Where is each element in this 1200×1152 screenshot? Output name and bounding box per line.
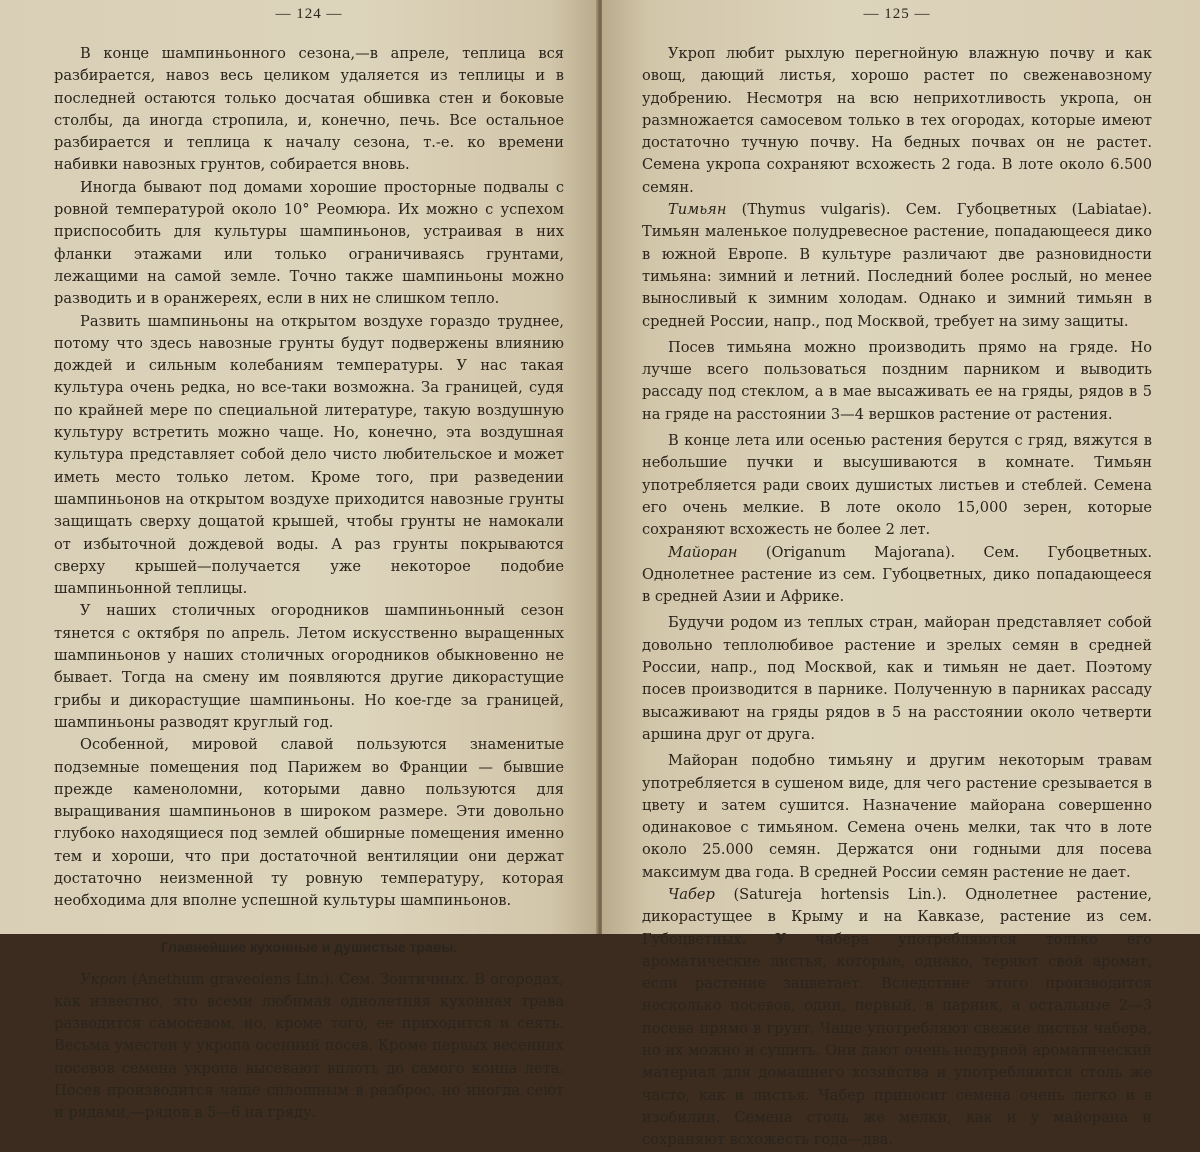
paragraph: Особенной, мировой славой пользуются знаменитые подземные помещения под Парижем во Франции — бывшие прежде каменоломни, которыми давно пользуются для выращивания шампиньонов в широком размере. Эти довольно глубоко находящиеся под землей обширные помещения именно тем и хороши, что при достаточной вентиляции они держат достаточно неизменной ту ровную температуру, которая необходима для вполне успешной культуры шампиньонов. [54, 736, 564, 910]
term-chaber: Чабер [668, 885, 715, 903]
paragraph: У наших столичных огородников шампиньонный сезон тянется с октября по апрель. Летом искусственно выращенных шампиньонов у наших столичных огородников обыкновенно не бывает. Тогда на смену им появляются другие дикорастущие грибы и дикорастущие шампиньоны. Но кое-где за границей, шампиньоны разводят круглый год. [54, 602, 564, 731]
paragraph-text: (Satureja hortensis Lin.). Однолетнее растение, дикорастущее в Крыму и на Кавказе, растение из сем. Губоцветных. У чабера употребляются только его ароматические листья, которые, однако, теряют свой аромат, если растение зацветает. Вследствие этого производится несколько посевов, один, первый, в парник, а остальные 2—3 посева прямо в грунт. Чаще употребляют свежие листья чабера, но их можно и сушить. Они дают очень недурной ароматический материал для домашнего хозяйства и употребляются столь же часто, как и листья. Чабер приносит семена очень легко и в изобилии. Семена столь же мелки, как и у майорана и сохраняют всхожесть года—два. [642, 885, 1152, 1149]
right-page [602, 0, 1200, 1149]
paragraph: Укроп любит рыхлую перегнойную влажную почву и как овощ, дающий листья, хорошо растет по свеженавозному удобрению. Несмотря на всю неприхотливость укропа, он размножается самосевом только в тех огородах, которые имеют достаточно тучную почву. На бедных почвах он не растет. Семена укропа сохраняют всхожесть 2 года. В лоте около 6.500 семян. [642, 45, 1152, 196]
paragraph-text: (Origanum Majorana). Сем. Губоцветных. Однолетнее растение из сем. Губоцветных, дико попадающееся в средней Азии и Африке. [642, 543, 1152, 606]
paragraph: Иногда бывают под домами хорошие просторные подвалы с ровной температурой около 10° Реомюра. Их можно с успехом приспособить для культуры шампиньонов, устраивая в них фланки этажами или только ограничиваясь грунтами, лежащими на самой земле. Точно также шампиньоны можно разводить и в оранжереях, если в них не слишком тепло. [54, 178, 564, 308]
term-timyan: Тимьян [668, 201, 727, 219]
paragraph: Будучи родом из теплых стран, майоран представляет собой довольно теплолюбивое растение и зрелых семян в средней России, напр., под Москвой, как и тимьян не дает. Поэтому посев производится в парнике. Полученную в парниках рассаду высаживают на гряды рядов в 5 на расстоянии около четверти аршина друг от друга. [642, 614, 1152, 743]
paragraph: Развить шампиньоны на открытом воздухе гораздо труднее, потому что здесь навозные грунты будут подвержены влиянию дождей и сильным колебаниям температуры. У нас такая культура очень редка, но все-таки возможна. За границей, судя по крайней мере по специальной литературе, такую воздушную культуру встретить можно чаще. Но, конечно, эта воздушная культура представляет собой дело чисто любительское и может иметь место только летом. Кроме того, при разведении шампиньонов на открытом воздухе приходится навозные грунты защищать сверху дощатой крышей, чтобы грунты не намокали от избыточной дождевой воды. А раз грунты покрываются сверху крышей—получается уже некоторое подобие шампиньонной теплицы. [54, 312, 564, 598]
paragraph: В конце лета или осенью растения берутся с гряд, вяжутся в небольшие пучки и высушиваются в комнате. Тимьян употребляется ради своих душистых листьев и стеблей. Семена его очень мелкие. В лоте около 15,000 зерен, которые сохраняют всхожесть не более 2 лет. [642, 432, 1152, 539]
page-number-left: — 124 — [275, 6, 343, 22]
paragraph-ukrop [54, 969, 564, 1125]
paragraph: Посев тимьяна можно производить прямо на гряде. Но лучше всего пользоваться поздним парником и выводить рассаду под стеклом, а в мае высаживать ее на гряды, рядов в 5 на гряде на расстоянии 3—4 вершков растение от растения. [642, 338, 1152, 423]
paragraph-mayoran [642, 542, 1152, 609]
term-ukrop: Укроп [80, 970, 127, 988]
paragraph-timyan [642, 199, 1152, 333]
paragraph-chaber [642, 884, 1152, 1152]
paragraph: В конце шампиньонного сезона,—в апреле, теплица вся разбирается, навоз весь целиком удаляется из теплицы и в последней остаются только досчатая обшивка стен и боковые столбы, да иногда стропила, и, конечно, печь. Все остальное разбирается и теплица к началу сезона, т.-е. ко времени набивки навозных грунтов, собирается вновь. [54, 45, 564, 174]
paragraph: Майоран подобно тимьяну и другим некоторым травам употребляется в сушеном виде, для чего растение срезывается в цвету и затем сушится. Назначение майорана совершенно одинаковое с тимьяном. Семена очень мелки, так что в лоте около 25.000 семян. Держатся они годными для посева максимум два года. В средней России семян растение не дает. [642, 752, 1152, 881]
paragraph-text: (Thymus vulgaris). Сем. Губоцветных (Labiatae). Тимьян маленькое полудревесное растение, попадающееся дико в южной Европе. В культуре различают две разновидности тимьяна: зимний и летний. Последний более рослый, но менее выносливый к зимним холодам. Однако и зимний тимьян в средней России, напр., под Москвой, требует на зиму защиты. [642, 201, 1152, 330]
term-mayoran: Майоран [668, 543, 738, 561]
section-heading: Главнейшие кухонные и душистые травы. [160, 938, 458, 955]
left-page [0, 0, 598, 1122]
paragraph-text: (Anethum graveolens Lin.). Сем. Зонтичных. В огородах, как известно, это всеми любимая однолетняя кухонная трава разводится самосевом, но, кроме того, ее приходится и сеять. Весьма уместен у укропа осенний посев. Кроме первых весенних посевов семена укропа высевают вплоть до самого конца лета. Посев производится чаще сплошным в разброс, но иногда сеют и рядами,—рядов в 5—6 на гряду. [54, 970, 564, 1122]
page-number-right: — 125 — [863, 6, 931, 22]
